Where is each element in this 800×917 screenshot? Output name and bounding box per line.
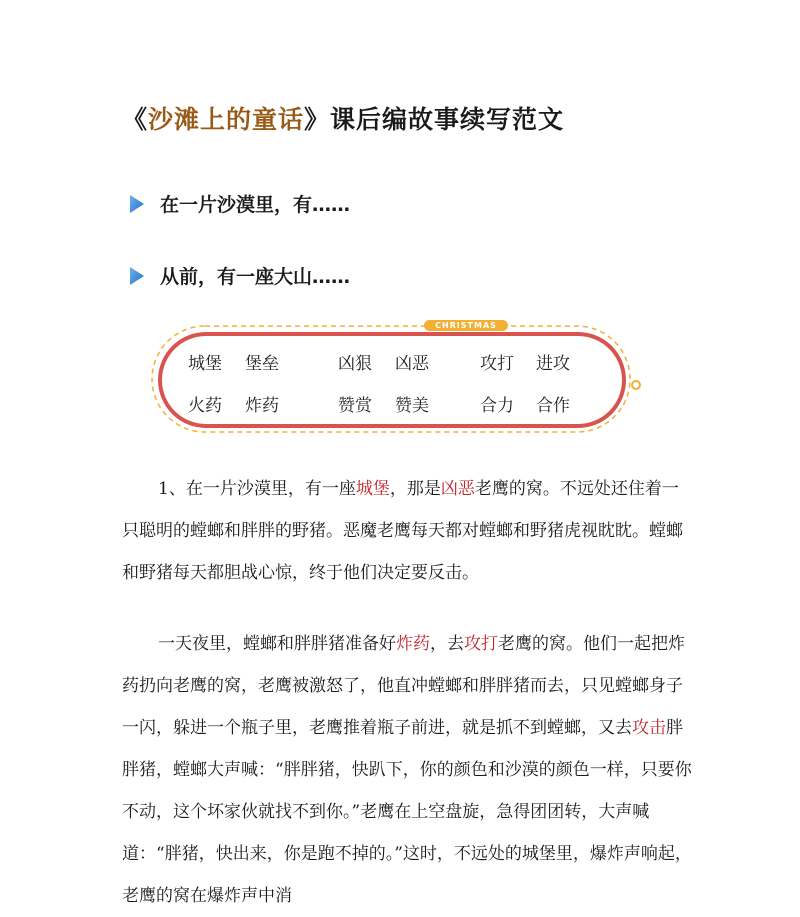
bullet-text: 从前，有一座大山…… bbox=[160, 266, 351, 288]
paragraph-text: ，那是 bbox=[389, 479, 441, 499]
story-paragraph-1 bbox=[122, 468, 692, 594]
title-open-bracket: 《 bbox=[122, 105, 149, 134]
triangle-bullet-icon bbox=[128, 193, 146, 215]
bullet-item bbox=[128, 262, 350, 289]
title-close-bracket: 》 bbox=[304, 105, 331, 134]
highlighted-word: 攻打 bbox=[464, 634, 498, 654]
paragraph-text: ，去 bbox=[430, 634, 464, 654]
vocab-word: 火药 bbox=[188, 396, 222, 416]
vocab-word: 合作 bbox=[536, 396, 570, 416]
paragraph-text: 一天夜里，螳螂和胖胖猪准备好 bbox=[158, 634, 396, 654]
vocab-word: 攻打 bbox=[480, 354, 514, 374]
paragraph-text: 老鹰的窝。不远处还住着一只聪明的螳螂和胖胖的野猪。恶魔老鹰每天都对螳螂和野猪虎视眈眈。螳螂和野猪每天都胆战心惊，终于他们决定要反击。 bbox=[122, 479, 683, 583]
word-box bbox=[148, 318, 648, 443]
christmas-badge: CHRISTMAS bbox=[424, 320, 508, 331]
vocab-word: 赞美 bbox=[395, 396, 429, 416]
vocab-word: 进攻 bbox=[536, 354, 570, 374]
page-title bbox=[122, 100, 564, 136]
vocab-word: 凶狠 bbox=[338, 354, 372, 374]
vocab-word: 合力 bbox=[480, 396, 514, 416]
bullet-text: 在一片沙漠里，有…… bbox=[160, 194, 351, 216]
vocab-word: 凶恶 bbox=[395, 354, 429, 374]
triangle-bullet-icon bbox=[128, 265, 146, 287]
vocab-word: 堡垒 bbox=[245, 354, 279, 374]
paragraph-text: 1、在一片沙漠里，有一座 bbox=[158, 479, 356, 499]
paragraph-text: 老鹰的窝。他们一起把炸药扔向老鹰的窝，老鹰被激怒了，他直冲螳螂和胖胖猪而去，只见螳螂身子一闪，躲进一个瓶子里，老鹰推着瓶子前进，就是抓不到螳螂，又去 bbox=[122, 634, 685, 738]
vocab-word: 炸药 bbox=[245, 396, 279, 416]
highlighted-word: 攻击 bbox=[632, 718, 666, 738]
highlighted-word: 凶恶 bbox=[440, 479, 475, 499]
highlighted-word: 炸药 bbox=[396, 634, 430, 654]
title-highlight: 沙滩上的童话 bbox=[148, 105, 305, 134]
title-rest: 课后编故事续写范文 bbox=[330, 105, 565, 134]
story-paragraph-2 bbox=[122, 623, 692, 917]
vocab-word: 城堡 bbox=[188, 354, 222, 374]
bullet-item bbox=[128, 190, 350, 217]
word-box-frame bbox=[148, 318, 648, 443]
vocab-word: 赞赏 bbox=[338, 396, 372, 416]
paragraph-text: 胖胖猪，螳螂大声喊：“胖胖猪，快趴下，你的颜色和沙漠的颜色一样，只要你不动，这个坏家伙就找不到你。”老鹰在上空盘旋，急得团团转，大声喊道：“胖猪，快出来，你是跑不掉的。”这时，不远处的城堡里，爆炸声响起，老鹰的窝在爆炸声中消 bbox=[122, 718, 692, 906]
highlighted-word: 城堡 bbox=[355, 479, 390, 499]
